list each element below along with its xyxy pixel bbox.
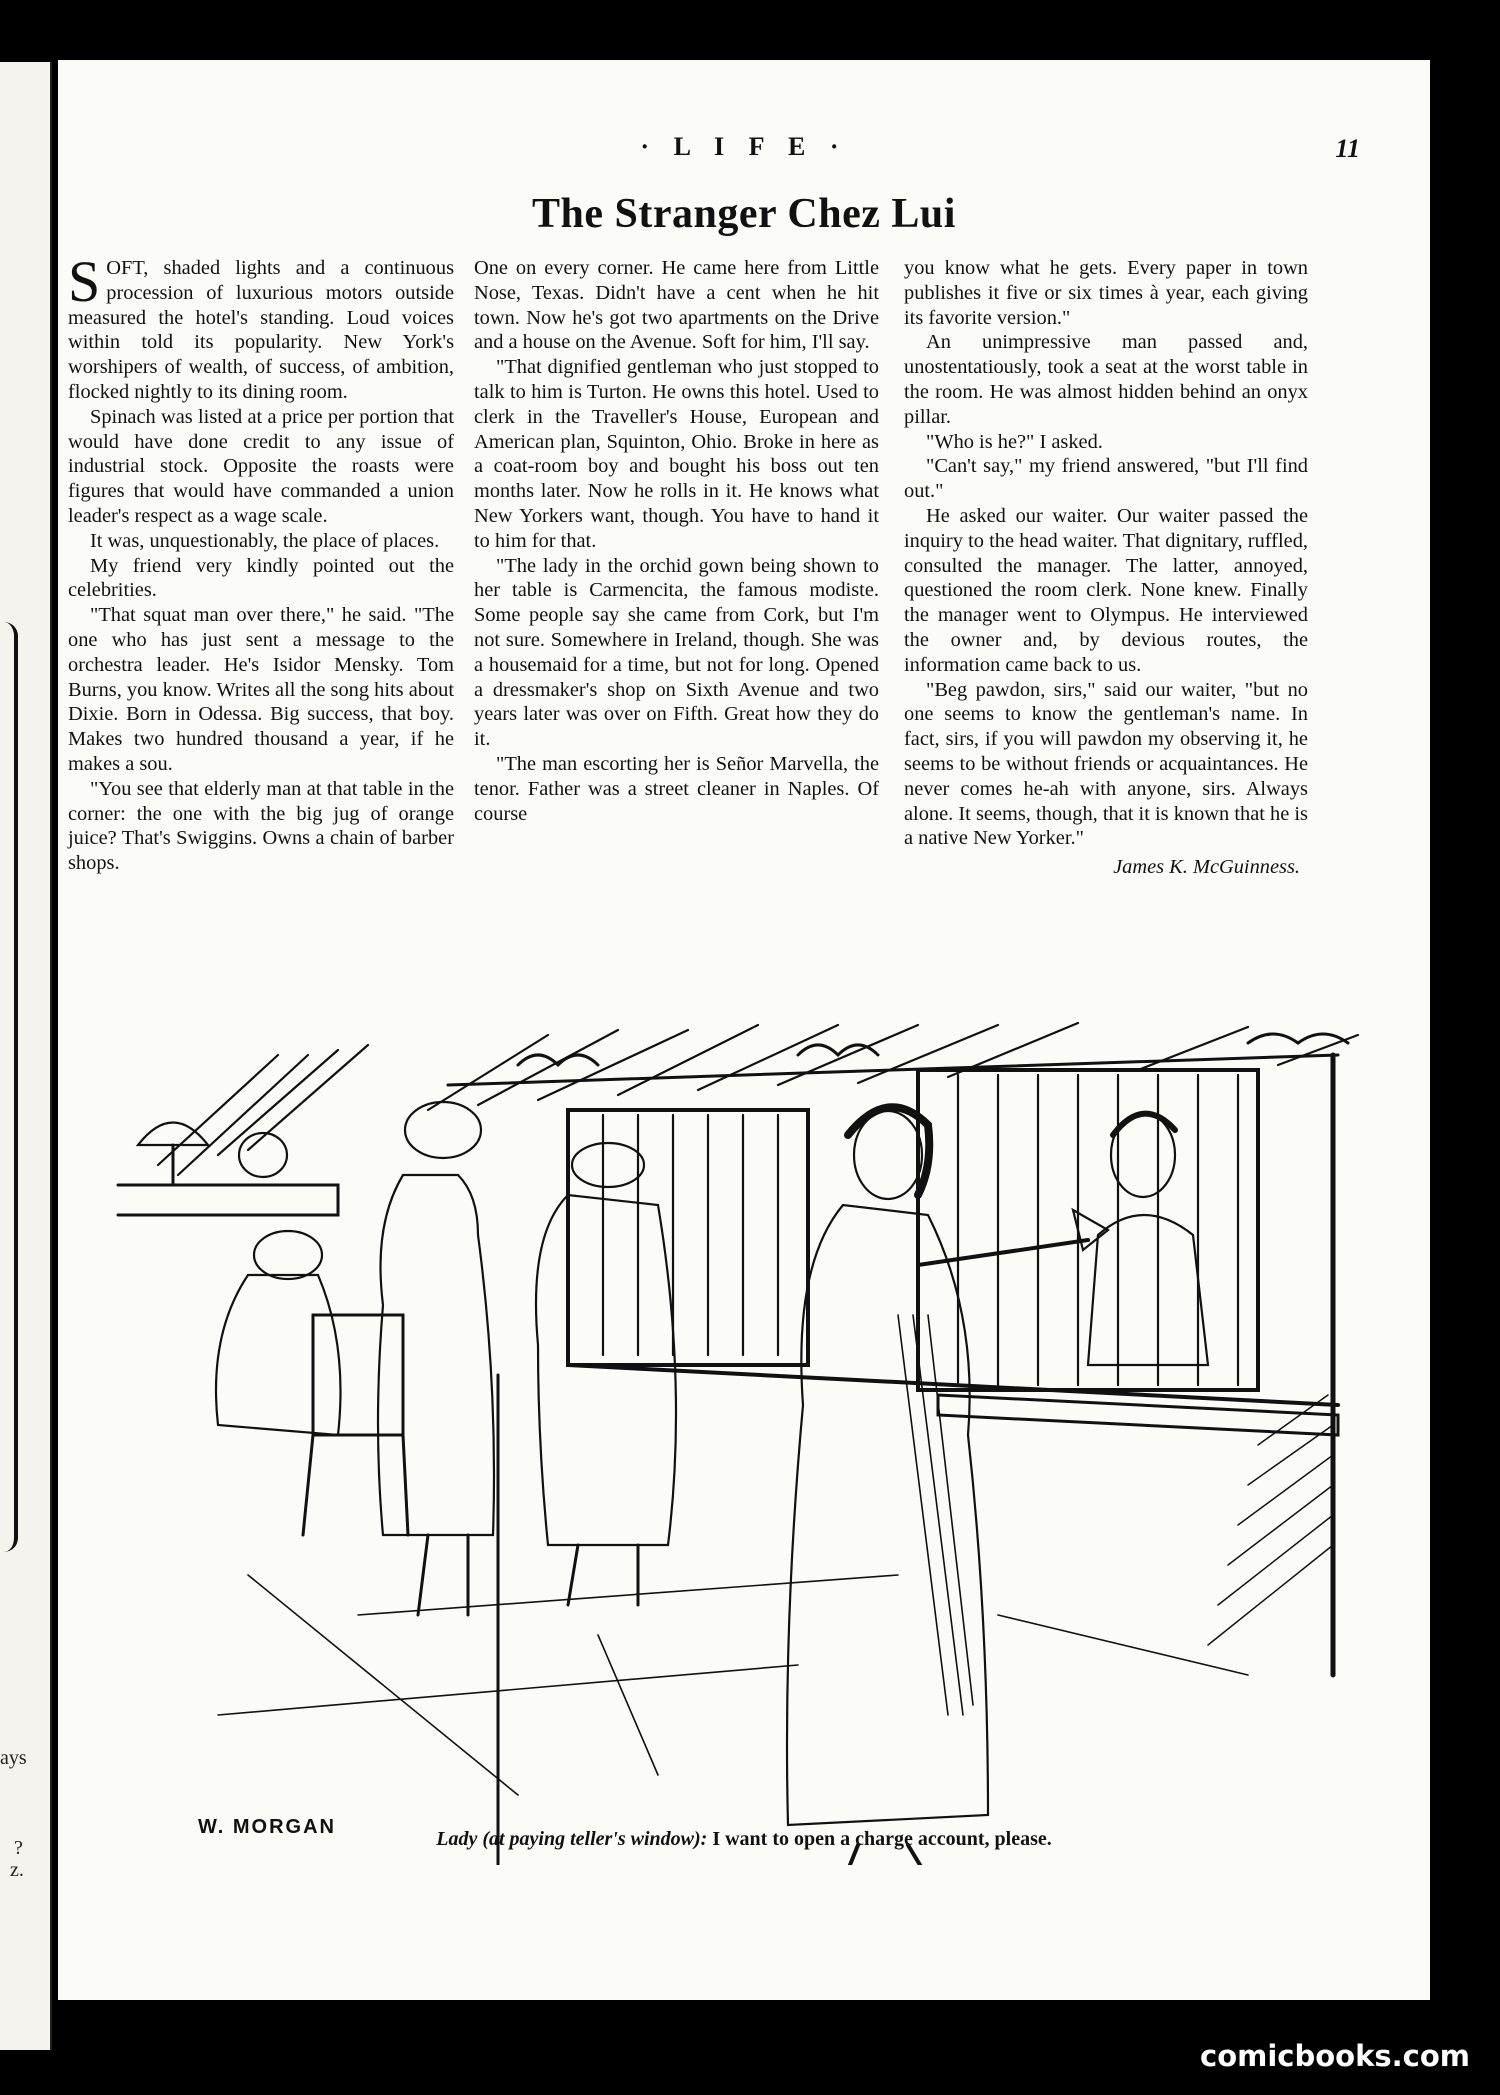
paragraph: Spinach was listed at a price per portion that would have done credit to any issue of industrial stock. Opposite the roasts were figures that would have commanded a union leader's respect as a wage scale.	[68, 405, 454, 527]
paragraph: "Beg pawdon, sirs," said our waiter, "but no one seems to know the gentleman's name. In fact, sirs, if you will pawdon my observing it, he seems to be without friends or acquaintances. He never comes he-ah with anyone, sirs. Always alone. It seems, though, that it is known that he is a native New Yorker."	[904, 678, 1308, 850]
paragraph: SOFT, shaded lights and a continuous procession of luxurious motors outside measured the hotel's standing. Loud voices within told its popularity. New York's worshipers of wealth, of success, of ambition, flocked nightly to its dining room.	[68, 249, 454, 403]
distant-figure	[239, 1133, 287, 1177]
woman-in-coat	[536, 1143, 676, 1605]
paragraph: you know what he gets. Every paper in town publishes it five or six times à year, each giving its favorite version."	[904, 257, 1308, 329]
paragraph: An unimpressive man passed and, unostentatiously, took a seat at the worst table in the room. He was almost hidden behind an onyx pillar.	[904, 331, 1308, 428]
bank-teller-illustration	[98, 1015, 1398, 1865]
left-page-fragment: ?	[14, 1837, 23, 1859]
caption-text: I want to open a charge account, please.	[712, 1828, 1052, 1850]
paragraph: "The man escorting her is Señor Marvella, the tenor. Father was a street cleaner in Naples. Of course	[474, 752, 879, 825]
byline: James K. McGuinness.	[1113, 856, 1300, 879]
paragraph: "Can't say," my friend answered, "but I'll find out."	[904, 455, 1308, 503]
paragraph: "You see that elderly man at that table in the corner: the one with the big jug of orange juice? That's Swiggins. Owns a chain of barber shops.	[68, 777, 454, 875]
text-column-1	[68, 249, 455, 876]
teller-figure	[1088, 1113, 1208, 1365]
magazine-page	[58, 60, 1430, 2000]
lady-at-window	[787, 1107, 1108, 1865]
paragraph: "Who is he?" I asked.	[926, 430, 1103, 453]
paragraph: My friend very kindly pointed out the celebrities.	[68, 554, 454, 602]
text-column-3	[904, 256, 1308, 880]
floor-lines	[218, 1575, 1248, 1795]
artist-signature: W. MORGAN	[198, 1816, 336, 1838]
left-page-binding-curve	[4, 622, 18, 1552]
paragraph: "The lady in the orchid gown being shown to her table is Carmencita, the famous modiste. Some people say she came from Cork, but I'm not sure. Somewhere in Ireland, though. She was a housemaid for a time, but not for long. Opened a dressmaker's shop on Sixth Avenue and two years later was over on Fifth. Great how they do it.	[474, 554, 879, 751]
article-title: The Stranger Chez Lui	[532, 191, 956, 237]
left-page-fragment: ays	[0, 1747, 27, 1769]
illustration-caption	[58, 1828, 1430, 1851]
paragraph: "That dignified gentleman who just stopped to talk to him is Turton. He owns this hotel. Used to clerk in the Traveller's House, European and American plan, Squinton, Ohio. Broke in here as a coat-room boy and bought his boss out ten months later. Now he rolls in it. He knows what New Yorkers want, though. You have to hand it to him for that.	[474, 356, 879, 552]
text-column-2	[474, 256, 879, 826]
page-number: 11	[1335, 134, 1360, 163]
left-page-fragment: z.	[10, 1859, 24, 1881]
paragraph: One on every corner. He came here from Little Nose, Texas. Didn't have a cent when he hit town. Now he's got two apartments on the Drive and a house on the Avenue. Soft for him, I'll say.	[474, 257, 879, 354]
ceiling-hatching	[158, 1023, 1358, 1175]
teller-cage	[118, 1034, 1348, 1865]
left-page-edge	[0, 62, 52, 2050]
running-head: · L I F E ·	[640, 132, 848, 161]
site-watermark: comicbooks.com	[1200, 2039, 1470, 2073]
paragraph: He asked our waiter. Our waiter passed the inquiry to the head waiter. That dignitary, ruffled, consulted the manager. The latter, annoyed, questioned the room clerk. None knew. Finally the manager went to Olympus. He interviewed the owner and, by devious routes, the information came back to us.	[904, 504, 1308, 676]
desk-lamp	[138, 1123, 208, 1186]
article-body	[58, 249, 1430, 1056]
drop-cap: S	[68, 249, 101, 314]
woman-with-hat	[378, 1102, 494, 1615]
paragraph: It was, unquestionably, the place of places.	[90, 529, 440, 552]
caption-speaker: Lady (at paying teller's window):	[436, 1828, 708, 1850]
paragraph: "That squat man over there," he said. "The one who has just sent a message to the orchestra leader. He's Isidor Mensky. Tom Burns, you know. Writes all the song hits about Dixie. Born in Odessa. Big success, that boy. Makes two hundred thousand a year, if he makes a sou.	[68, 604, 455, 775]
